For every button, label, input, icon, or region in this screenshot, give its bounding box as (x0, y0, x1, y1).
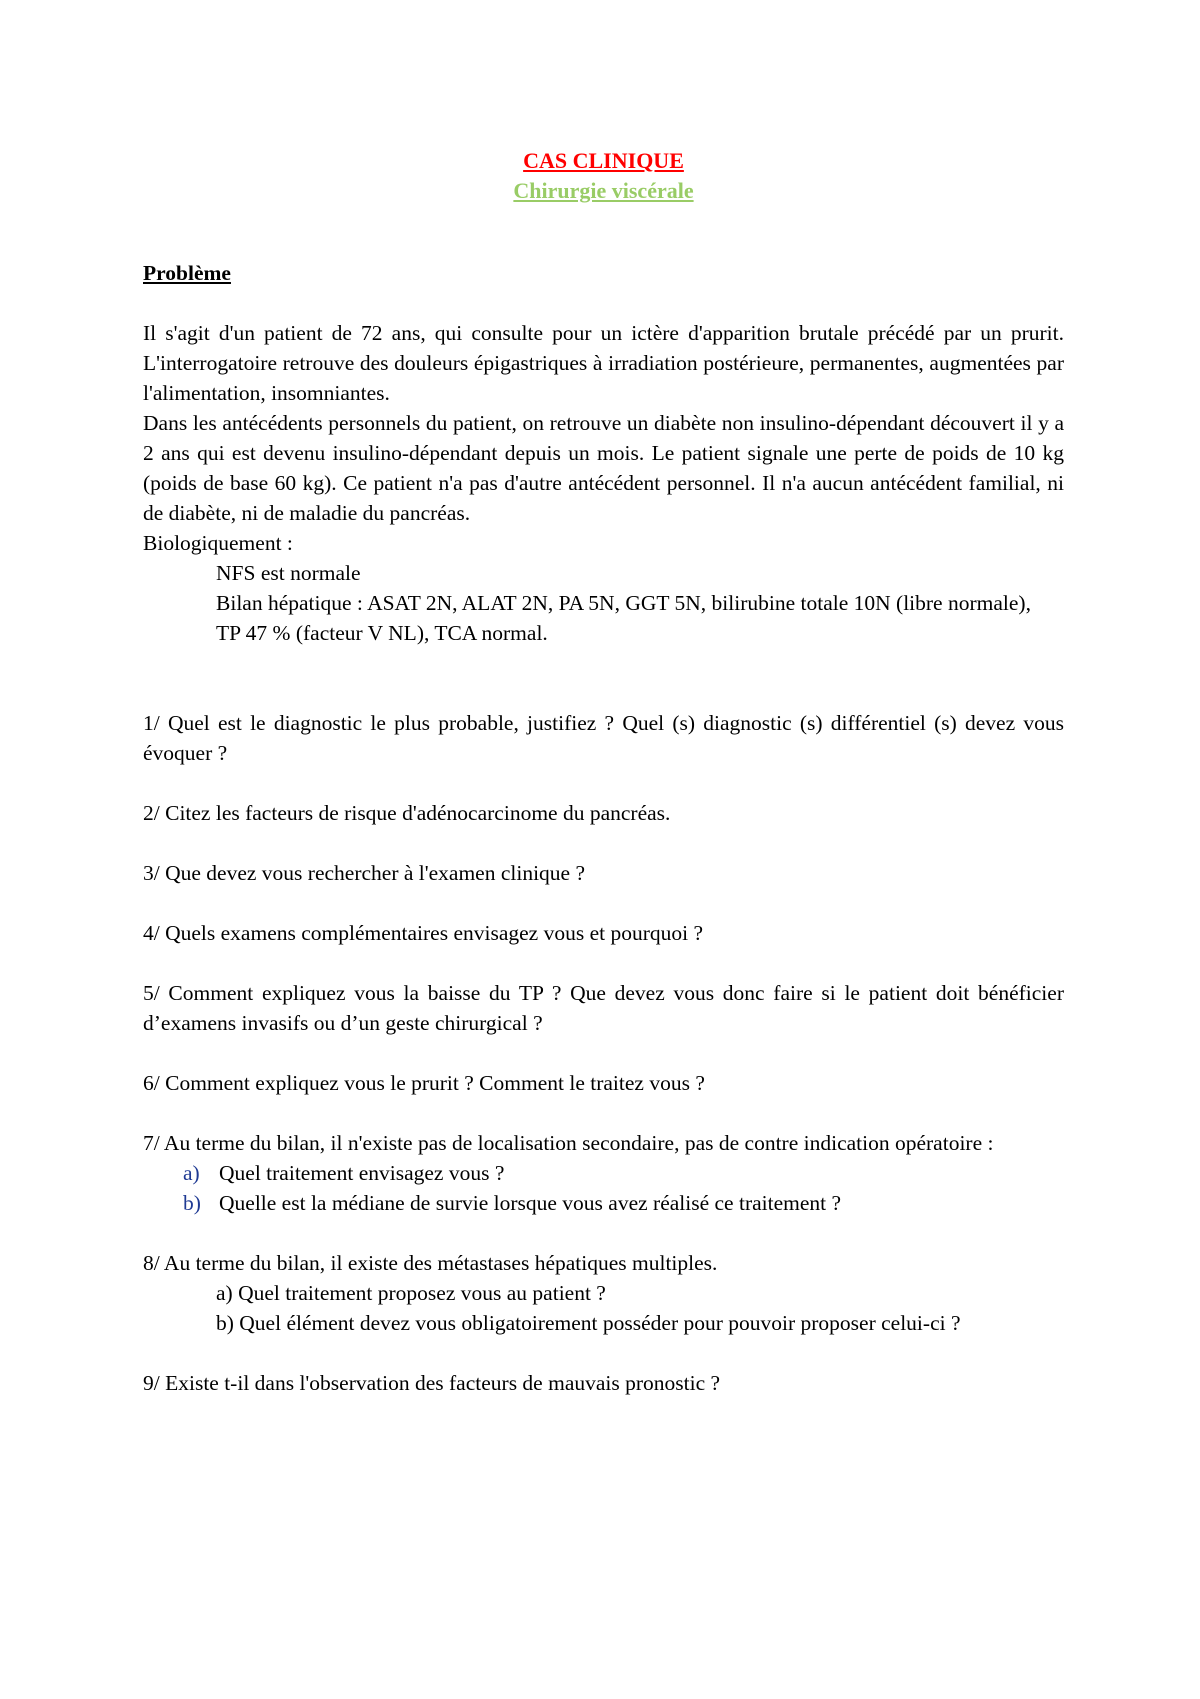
questions-section (143, 708, 1064, 1398)
question-8-block (143, 1248, 1064, 1338)
question-8a: a) Quel traitement proposez vous au patient ? (216, 1281, 606, 1305)
question-7a-text: Quel traitement envisagez vous ? (219, 1161, 505, 1185)
question-7-block (143, 1128, 1064, 1218)
question-8b (143, 1308, 1064, 1338)
document-content (143, 146, 1064, 1398)
problem-paragraph-2: Dans les antécédents personnels du patient, on retrouve un diabète non insulino-dépendant découvert il y a 2 ans qui est devenu insulino-dépendant depuis un mois. Le patient signale une perte de poids de 10 kg (poids de base 60 kg). Ce patient n'a pas d'autre antécédent personnel. Il n'a aucun antécédent familial, ni de diabète, ni de maladie du pancréas. (143, 411, 1064, 525)
problem-heading: Problème (143, 261, 231, 285)
document-title: CAS CLINIQUE (523, 148, 684, 173)
biology-tp: TP 47 % (facteur V NL), TCA normal. (216, 621, 548, 645)
question-9: 9/ Existe t-il dans l'observation des facteurs de mauvais pronostic ? (143, 1371, 721, 1395)
question-2: 2/ Citez les facteurs de risque d'adénocarcinome du pancréas. (143, 801, 671, 825)
document-subtitle: Chirurgie viscérale (513, 178, 694, 203)
question-7a (183, 1158, 1064, 1188)
question-8: 8/ Au terme du bilan, il existe des métastases hépatiques multiples. (143, 1251, 718, 1275)
question-3: 3/ Que devez vous rechercher à l'examen clinique ? (143, 861, 586, 885)
question-7-sublist (143, 1158, 1064, 1218)
biology-hepatic-text: Bilan hépatique : ASAT 2N, ALAT 2N, PA 5N, GGT 5N, bilirubine totale 10N (libre normale), (216, 591, 1031, 615)
question-7: 7/ Au terme du bilan, il n'existe pas de localisation secondaire, pas de contre indication opératoire : (143, 1131, 994, 1155)
biology-nfs: NFS est normale (216, 561, 361, 585)
question-8b-text: b) Quel élément devez vous obligatoirement posséder pour pouvoir proposer celui-ci ? (216, 1311, 961, 1335)
list-letter-a: a) (183, 1161, 200, 1185)
question-1: 1/ Quel est le diagnostic le plus probable, justifiez ? Quel (s) diagnostic (s) différentiel (s) devez vous évoquer ? (143, 711, 1064, 765)
question-5: 5/ Comment expliquez vous la baisse du TP ? Que devez vous donc faire si le patient doit bénéficier d’examens invasifs ou d’un geste chirurgical ? (143, 981, 1064, 1035)
question-7b-text: Quelle est la médiane de survie lorsque vous avez réalisé ce traitement ? (219, 1191, 842, 1215)
question-4: 4/ Quels examens complémentaires envisagez vous et pourquoi ? (143, 921, 704, 945)
question-6: 6/ Comment expliquez vous le prurit ? Comment le traitez vous ? (143, 1071, 705, 1095)
problem-paragraph-1: Il s'agit d'un patient de 72 ans, qui consulte pour un ictère d'apparition brutale précédé par un prurit. L'interrogatoire retrouve des douleurs épigastriques à irradiation postérieure, permanentes, augmentées par l'alimentation, insomniantes. (143, 321, 1064, 405)
list-letter-b: b) (183, 1191, 201, 1215)
title-block (143, 146, 1064, 206)
biology-hepatic (143, 588, 1064, 618)
biology-label: Biologiquement : (143, 531, 293, 555)
question-7b (183, 1188, 1064, 1218)
